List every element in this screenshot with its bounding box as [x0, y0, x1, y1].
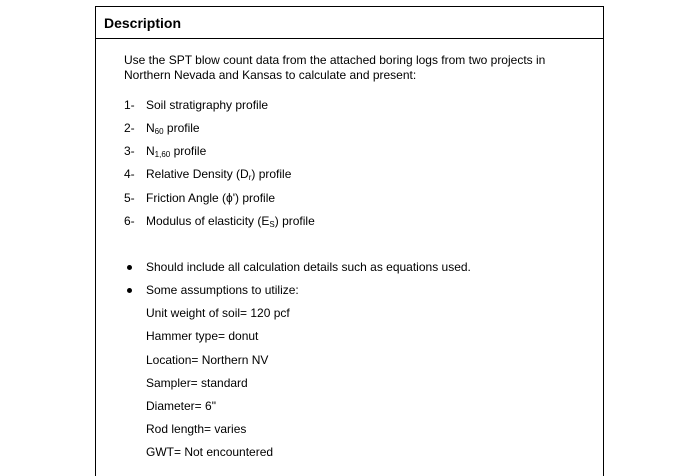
list-item-number: 6-	[124, 214, 135, 228]
bullet-icon	[127, 288, 132, 293]
bullet-icon	[127, 265, 132, 270]
list-item-text: Friction Angle (ϕ') profile	[146, 191, 276, 205]
list-item-text: $N_{60}$ profile	[146, 121, 200, 136]
list-item-text: $N_{1,60}$ profile	[146, 144, 207, 159]
intro-paragraph: Use the SPT blow count data from the attached boring logs from two projects in Northern Nevada and Kansas to calculate and present:	[124, 53, 546, 82]
assumption-line: Hammer type= donut	[146, 329, 259, 343]
description-header	[96, 7, 603, 39]
list-item-number: 3-	[124, 144, 135, 158]
list-item-number: 4-	[124, 167, 135, 181]
list-item-number: 2-	[124, 121, 135, 135]
list-item-text: Soil stratigraphy profile	[146, 98, 269, 112]
list-item-number: 1-	[124, 98, 135, 112]
description-title: Description	[104, 15, 182, 31]
assumption-line: Location= Northern NV	[146, 353, 269, 367]
bullet-text: Should include all calculation details such as equations used.	[146, 260, 471, 274]
list-item-text: Modulus of elasticity $(E_S)$ profile	[146, 214, 315, 229]
description-box	[95, 6, 604, 476]
list-item-number: 5-	[124, 191, 135, 205]
assumption-line: Unit weight of soil= 120 pcf	[146, 306, 290, 320]
assumption-line: Sampler= standard	[146, 376, 248, 390]
bullet-text: Some assumptions to utilize:	[146, 283, 299, 297]
assumption-line: GWT= Not encountered	[146, 445, 274, 459]
assumption-line: Rod length= varies	[146, 422, 247, 436]
list-item-text: Relative Density $(D_r)$ profile	[146, 167, 292, 182]
assumption-line: Diameter= 6"	[146, 399, 216, 413]
